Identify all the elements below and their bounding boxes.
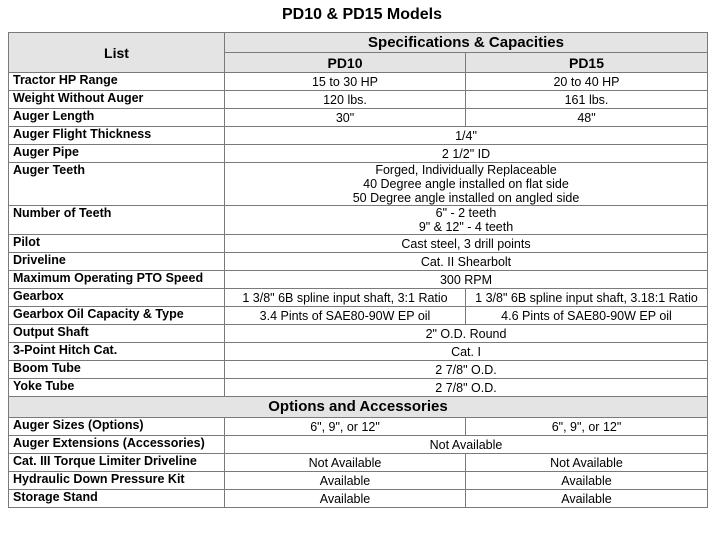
row-label: Auger Sizes (Options) — [9, 418, 225, 436]
table-row — [9, 307, 708, 325]
spec-table-body — [9, 33, 708, 508]
row-label: Weight Without Auger — [9, 91, 225, 109]
table-row — [9, 73, 708, 91]
row-value-both: 2 7/8" O.D. — [225, 379, 708, 397]
row-label: Output Shaft — [9, 325, 225, 343]
row-value-pd15: 161 lbs. — [466, 91, 708, 109]
options-header: Options and Accessories — [9, 397, 708, 418]
value-line: 50 Degree angle installed on angled side — [352, 191, 580, 205]
specs-header: Specifications & Capacities — [225, 33, 708, 53]
row-value-pd10: Not Available — [225, 454, 466, 472]
list-header: List — [9, 33, 225, 73]
row-label: Auger Teeth — [9, 163, 225, 206]
table-row — [9, 418, 708, 436]
row-label: Number of Teeth — [9, 206, 225, 235]
row-label: 3-Point Hitch Cat. — [9, 343, 225, 361]
row-value-pd15: Not Available — [466, 454, 708, 472]
row-value-pd10: 30" — [225, 109, 466, 127]
row-label: Driveline — [9, 253, 225, 271]
table-row — [9, 145, 708, 163]
row-label: Yoke Tube — [9, 379, 225, 397]
options-header-row — [9, 397, 708, 418]
pd10-header: PD10 — [225, 53, 466, 73]
row-label: Storage Stand — [9, 490, 225, 508]
row-label: Auger Flight Thickness — [9, 127, 225, 145]
header-row — [9, 33, 708, 53]
table-row — [9, 325, 708, 343]
row-label: Auger Pipe — [9, 145, 225, 163]
row-label: Gearbox — [9, 289, 225, 307]
value-line: 40 Degree angle installed on flat side — [363, 177, 569, 191]
table-row — [9, 91, 708, 109]
row-value-both — [225, 206, 708, 235]
row-value-pd10: 3.4 Pints of SAE80-90W EP oil — [225, 307, 466, 325]
row-label: Gearbox Oil Capacity & Type — [9, 307, 225, 325]
table-row — [9, 343, 708, 361]
row-value-pd15: Available — [466, 472, 708, 490]
table-row — [9, 235, 708, 253]
page-title: PD10 & PD15 Models — [281, 6, 443, 23]
row-value-both: Cast steel, 3 drill points — [225, 235, 708, 253]
table-row — [9, 289, 708, 307]
row-label: Auger Extensions (Accessories) — [9, 436, 225, 454]
row-value-pd10: 120 lbs. — [225, 91, 466, 109]
value-line: 6" - 2 teeth — [435, 206, 497, 220]
table-row — [9, 379, 708, 397]
row-value-pd15: 48" — [466, 109, 708, 127]
row-label: Maximum Operating PTO Speed — [9, 271, 225, 289]
table-row — [9, 127, 708, 145]
row-value-both: Not Available — [225, 436, 708, 454]
table-row — [9, 361, 708, 379]
row-label: Pilot — [9, 235, 225, 253]
row-value-pd10: Available — [225, 490, 466, 508]
row-value-pd10: 1 3/8" 6B spline input shaft, 3:1 Ratio — [225, 289, 466, 307]
row-label: Cat. III Torque Limiter Driveline — [9, 454, 225, 472]
row-label: Tractor HP Range — [9, 73, 225, 91]
row-value-both: 1/4" — [225, 127, 708, 145]
table-row — [9, 163, 708, 206]
table-row — [9, 490, 708, 508]
row-label: Boom Tube — [9, 361, 225, 379]
row-value-pd15: 4.6 Pints of SAE80-90W EP oil — [466, 307, 708, 325]
value-line: 9" & 12" - 4 teeth — [418, 220, 514, 234]
spec-table — [8, 32, 708, 508]
row-value-both: 2" O.D. Round — [225, 325, 708, 343]
value-line: Forged, Individually Replaceable — [375, 163, 557, 177]
row-value-pd15: Available — [466, 490, 708, 508]
row-label: Hydraulic Down Pressure Kit — [9, 472, 225, 490]
row-value-both: 2 7/8" O.D. — [225, 361, 708, 379]
row-value-both: 300 RPM — [225, 271, 708, 289]
row-value-both: 2 1/2" ID — [225, 145, 708, 163]
row-value-pd15: 1 3/8" 6B spline input shaft, 3.18:1 Ratio — [466, 289, 708, 307]
table-row — [9, 109, 708, 127]
table-row — [9, 472, 708, 490]
row-value-pd10: 6", 9", or 12" — [225, 418, 466, 436]
row-value-both: Cat. II Shearbolt — [225, 253, 708, 271]
table-row — [9, 271, 708, 289]
row-value-pd10: 15 to 30 HP — [225, 73, 466, 91]
row-value-both — [225, 163, 708, 206]
row-value-pd15: 20 to 40 HP — [466, 73, 708, 91]
row-value-both: Cat. I — [225, 343, 708, 361]
table-row — [9, 454, 708, 472]
table-row — [9, 436, 708, 454]
table-row — [9, 206, 708, 235]
row-value-pd10: Available — [225, 472, 466, 490]
row-label: Auger Length — [9, 109, 225, 127]
row-value-pd15: 6", 9", or 12" — [466, 418, 708, 436]
pd15-header: PD15 — [466, 53, 708, 73]
table-row — [9, 253, 708, 271]
